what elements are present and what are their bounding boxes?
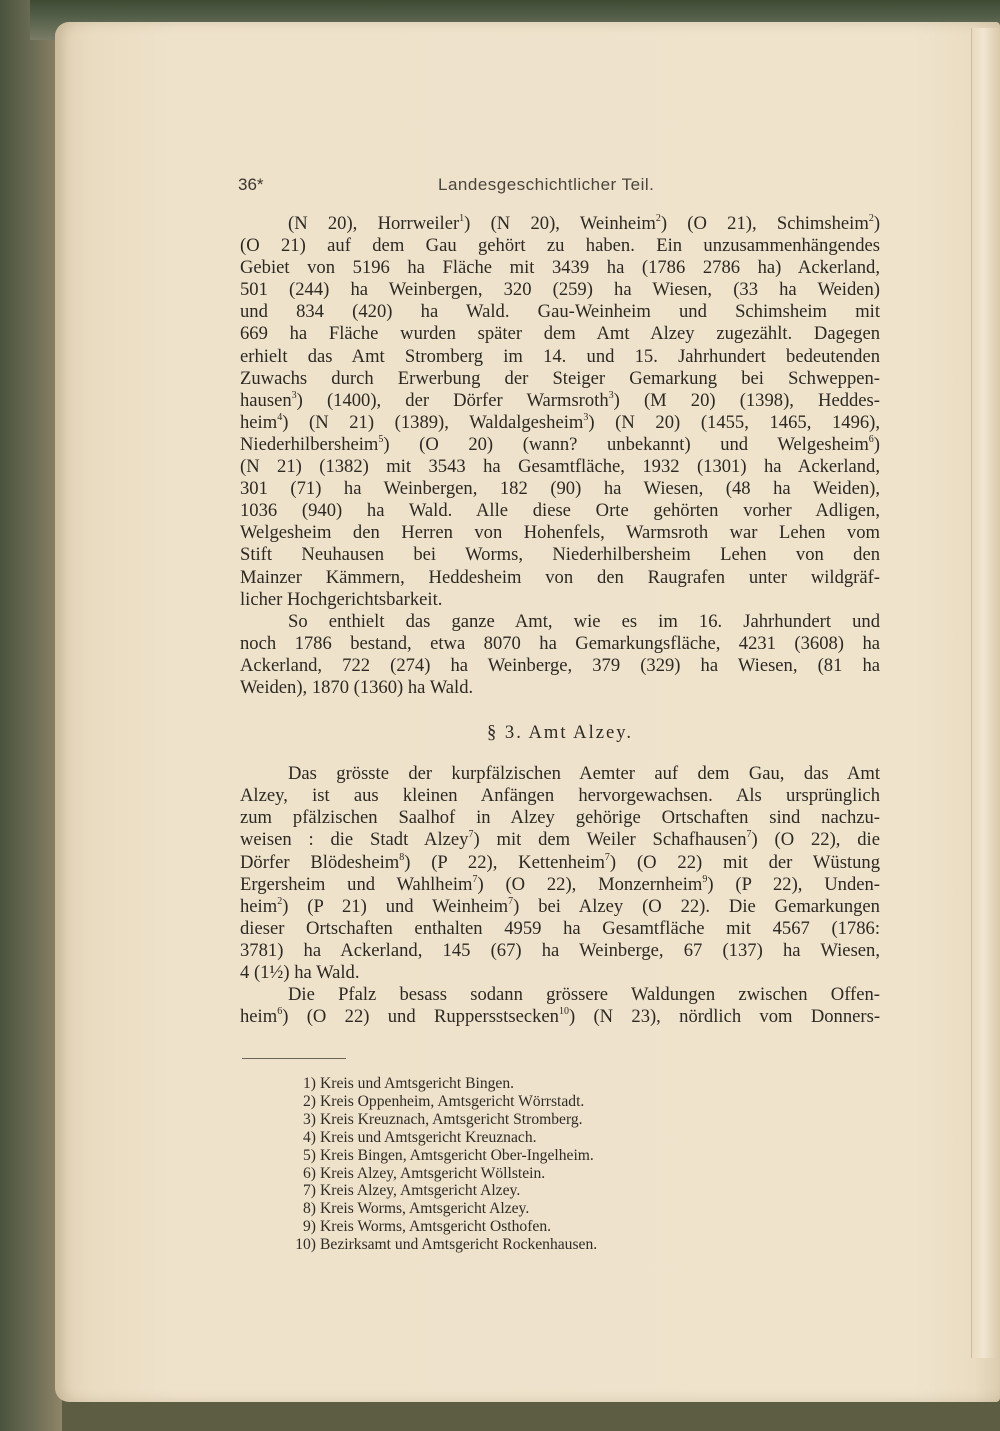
text-segment: 1036 (940) ha Wald. Alle diese Orte gehörten vorher Adligen, xyxy=(240,500,880,522)
footnote-number: 2) xyxy=(303,1092,316,1110)
running-head xyxy=(238,175,883,199)
text-segment: ) (P 22), Kettenheim xyxy=(404,851,605,873)
text-segment: Ergersheim und Wahlheim xyxy=(240,873,473,895)
footnote-text: Kreis Worms, Amtsgericht Alzey. xyxy=(320,1200,530,1218)
text-segment: (O 21) auf dem Gau gehört zu haben. Ein unzusammenhängendes xyxy=(240,235,880,257)
text-line xyxy=(240,918,880,940)
text-line xyxy=(240,962,880,984)
footnote-number: 1) xyxy=(303,1075,316,1092)
text-segment: Niederhilbersheim xyxy=(240,433,379,455)
text-line xyxy=(240,589,880,611)
footnote-text: Kreis Alzey, Amtsgericht Wöllstein. xyxy=(320,1164,546,1182)
text-segment: ) (P 21) und Weinheim xyxy=(282,895,509,917)
text-line xyxy=(240,323,880,345)
footnote-text: Kreis und Amtsgericht Bingen. xyxy=(320,1075,515,1092)
body-text xyxy=(240,213,880,1028)
text-line xyxy=(240,434,880,456)
paragraph-2 xyxy=(240,611,880,699)
text-segment: 4 (1½) ha Wald. xyxy=(240,962,360,983)
text-line xyxy=(240,235,880,257)
text-line xyxy=(240,852,880,874)
text-line xyxy=(240,567,880,589)
footnote-marker: 9 xyxy=(702,873,708,885)
text-segment: ) (N 20) (1455, 1465, 1496), xyxy=(588,411,881,433)
text-line xyxy=(240,500,880,522)
footnote-marker: 2 xyxy=(868,213,874,224)
footnote-marker: 4 xyxy=(277,411,283,423)
text-line xyxy=(240,456,880,478)
footnote-number: 4) xyxy=(303,1128,316,1146)
text-segment: erhielt das Amt Stromberg im 14. und 15. Jahrhundert bedeutenden xyxy=(240,345,880,367)
text-line xyxy=(240,257,880,279)
footnote-marker: 2 xyxy=(277,895,283,907)
text-segment: ) (O 22) mit der Wüstung xyxy=(609,851,881,873)
text-line xyxy=(240,677,880,699)
footnote-item xyxy=(282,1200,802,1218)
text-segment: Ackerland, 722 (274) ha Weinberge, 379 (329) ha Wiesen, (81 ha xyxy=(240,654,880,676)
paragraph-4 xyxy=(240,984,880,1028)
text-segment: Gebiet von 5196 ha Fläche mit 3439 ha (1786 2786 ha) Ackerland, xyxy=(240,257,880,279)
text-segment: licher Hochgerichtsbarkeit. xyxy=(240,588,443,610)
text-segment: ) (P 22), Unden- xyxy=(707,873,880,895)
text-line xyxy=(240,807,880,829)
footnote-text: Bezirksamt und Amtsgericht Rockenhausen. xyxy=(320,1236,598,1254)
text-line xyxy=(240,478,880,500)
text-segment: ) (N 21) (1389), Waldalgesheim xyxy=(282,411,584,433)
text-line xyxy=(240,633,880,655)
text-line xyxy=(240,279,880,301)
text-segment: 501 (244) ha Weinbergen, 320 (259) ha Wiesen, (33 ha Weiden) xyxy=(240,279,880,301)
footnote-number: 7) xyxy=(303,1182,316,1200)
footnote-number: 6) xyxy=(303,1164,316,1182)
text-line xyxy=(240,785,880,807)
text-segment: Stift Neuhausen bei Worms, Niederhilbersheim Lehen von den xyxy=(240,544,880,566)
footnote-number: 9) xyxy=(303,1218,316,1236)
text-line xyxy=(240,522,880,544)
text-segment: ) (O 22), die xyxy=(751,829,880,851)
footnote-marker: 7 xyxy=(604,851,610,863)
paragraph-3 xyxy=(240,763,880,984)
footnote-text: Kreis Oppenheim, Amtsgericht Wörrstadt. xyxy=(320,1092,585,1110)
text-segment: Zuwachs durch Erwerbung der Steiger Gemarkung bei Schweppen- xyxy=(240,367,880,389)
text-segment: Dörfer Blödesheim xyxy=(240,851,400,873)
text-segment: ) (O 20) (wann? unbekannt) und Welgesheim xyxy=(383,433,869,455)
footnote-marker: 5 xyxy=(378,433,384,445)
text-line xyxy=(240,896,880,918)
footnote-item xyxy=(282,1111,802,1129)
text-segment: 669 ha Fläche wurden später dem Amt Alzey zugezählt. Dagegen xyxy=(240,323,880,345)
footnote-marker: 8 xyxy=(399,851,405,863)
text-segment: ) (N 20), Weinheim xyxy=(464,213,656,234)
footnote-item xyxy=(282,1182,802,1200)
footnote-marker: 3 xyxy=(608,389,614,401)
text-line xyxy=(240,940,880,962)
footnote-item xyxy=(282,1129,802,1147)
footnote-text: Kreis Bingen, Amtsgericht Ober-Ingelheim. xyxy=(320,1146,594,1164)
footnotes xyxy=(282,1075,802,1254)
text-line xyxy=(240,368,880,390)
footnote-item xyxy=(282,1093,802,1111)
footnote-number: 8) xyxy=(303,1200,316,1218)
text-segment: noch 1786 bestand, etwa 8070 ha Gemarkungsfläche, 4231 (3608) ha xyxy=(240,632,880,654)
paragraph-1 xyxy=(240,213,880,611)
text-segment: heim xyxy=(240,895,278,917)
page-number: 36* xyxy=(238,175,264,194)
footnote-item xyxy=(282,1218,802,1236)
footnote-item xyxy=(282,1165,802,1183)
footnote-marker: 1 xyxy=(459,213,465,224)
text-segment: ) (N 23), nördlich vom Donners- xyxy=(568,1006,881,1028)
text-line xyxy=(240,611,880,633)
text-segment: 301 (71) ha Weinbergen, 182 (90) ha Wiesen, (48 ha Weiden), xyxy=(240,478,880,500)
text-segment: (N 20), Horrweiler xyxy=(288,213,460,234)
text-segment: weisen : die Stadt Alzey xyxy=(240,829,469,851)
text-segment: Das grösste der kurpfälzischen Aemter auf dem Gau, das Amt xyxy=(288,763,880,785)
footnote-marker: 7 xyxy=(508,895,514,907)
text-line xyxy=(240,655,880,677)
section-heading: § 3. Amt Alzey. xyxy=(486,722,634,744)
running-title: Landesgeschichtlicher Teil. xyxy=(438,175,655,194)
text-line xyxy=(240,1006,880,1028)
footnote-number: 10) xyxy=(295,1236,316,1254)
footnote-item xyxy=(282,1075,802,1093)
text-line xyxy=(240,301,880,323)
text-segment: Welgesheim den Herren von Hohenfels, Warmsroth war Lehen vom xyxy=(240,522,880,544)
footnote-item xyxy=(282,1236,802,1254)
text-segment: ) mit dem Weiler Schafhausen xyxy=(473,829,747,851)
text-segment: Mainzer Kämmern, Heddesheim von den Raugrafen unter wildgräf- xyxy=(240,566,880,588)
footnote-item xyxy=(282,1147,802,1165)
text-line xyxy=(240,984,880,1006)
footnote-text: Kreis Worms, Amtsgericht Osthofen. xyxy=(320,1218,552,1236)
footnote-text: Kreis Alzey, Amtsgericht Alzey. xyxy=(320,1182,521,1200)
footnote-marker: 2 xyxy=(655,213,661,224)
text-segment: ) bei Alzey (O 22). Die Gemarkungen xyxy=(513,895,880,917)
footnote-marker: 3 xyxy=(291,389,297,401)
text-line xyxy=(240,213,880,235)
text-segment: ) (1400), der Dörfer Warmsroth xyxy=(296,389,609,411)
text-segment: ) (O 21), Schimsheim xyxy=(660,213,869,234)
text-segment: ) (O 22) und Ruppersstsecken xyxy=(282,1006,559,1028)
footnote-number: 3) xyxy=(303,1110,316,1128)
text-segment: dieser Ortschaften enthalten 4959 ha Gesamtfläche mit 4567 (1786: xyxy=(240,917,880,939)
text-segment: Alzey, ist aus kleinen Anfängen hervorgewachsen. Als ursprünglich xyxy=(240,785,880,807)
footnote-marker: 7 xyxy=(746,829,752,841)
text-segment: 3781) ha Ackerland, 145 (67) ha Weinberge, 67 (137) ha Wiesen, xyxy=(240,939,880,961)
text-segment: So enthielt das ganze Amt, wie es im 16. Jahrhundert und xyxy=(288,610,880,632)
footnote-marker: 10 xyxy=(558,1006,569,1018)
footnote-number: 5) xyxy=(303,1146,316,1164)
footnote-marker: 6 xyxy=(868,433,874,445)
text-segment: heim xyxy=(240,1006,278,1028)
text-line xyxy=(240,874,880,896)
page-stack-edge xyxy=(971,28,1000,1358)
text-segment: zum pfälzischen Saalhof in Alzey gehörige Ortschaften sind nachzu- xyxy=(240,807,880,829)
text-line xyxy=(240,763,880,785)
text-segment: ) (O 22), Monzernheim xyxy=(477,873,703,895)
footnote-text: Kreis Kreuznach, Amtsgericht Stromberg. xyxy=(320,1110,583,1128)
text-line xyxy=(240,544,880,566)
text-segment: ) (M 20) (1398), Heddes- xyxy=(613,389,880,411)
text-segment: Die Pfalz besass sodann grössere Waldungen zwischen Offen- xyxy=(288,984,880,1006)
text-segment: heim xyxy=(240,411,278,433)
text-segment: und 834 (420) ha Wald. Gau-Weinheim und Schimsheim mit xyxy=(240,301,880,323)
footnote-marker: 6 xyxy=(277,1006,283,1018)
text-line xyxy=(240,412,880,434)
text-line xyxy=(240,829,880,851)
text-line xyxy=(240,390,880,412)
text-segment: ) xyxy=(873,213,881,234)
footnote-text: Kreis und Amtsgericht Kreuznach. xyxy=(320,1128,537,1146)
footnote-marker: 7 xyxy=(468,829,474,841)
footnote-rule xyxy=(242,1058,346,1059)
footnote-marker: 3 xyxy=(583,411,589,423)
text-segment: (N 21) (1382) mit 3543 ha Gesamtfläche, 1932 (1301) ha Ackerland, xyxy=(240,456,880,478)
text-line xyxy=(240,346,880,368)
text-segment: ) xyxy=(873,433,880,455)
text-segment: hausen xyxy=(240,389,292,411)
text-segment: Weiden), 1870 (1360) ha Wald. xyxy=(240,676,474,698)
footnote-marker: 7 xyxy=(472,873,478,885)
book-binding xyxy=(0,0,62,1431)
